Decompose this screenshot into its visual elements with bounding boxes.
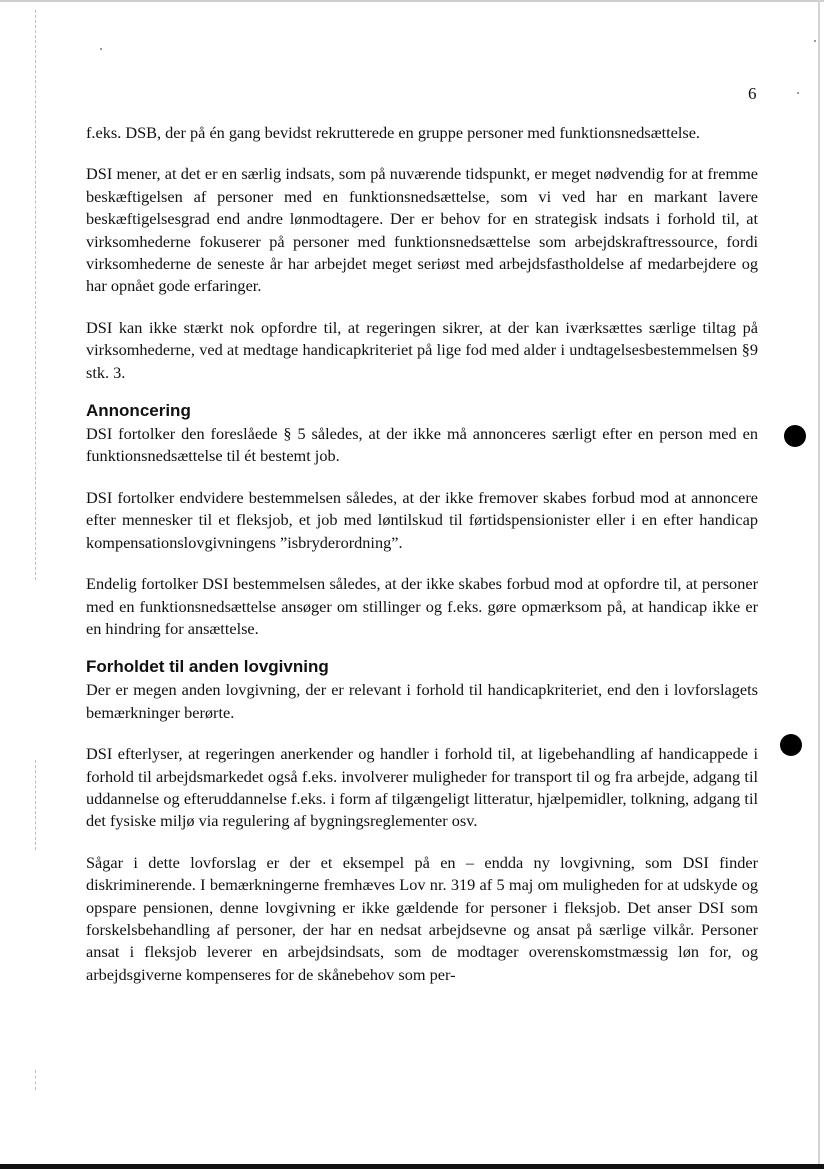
document-body (86, 122, 758, 1005)
paragraph: DSI kan ikke stærkt nok opfordre til, at regeringen sikrer, at der kan iværksættes særlige tiltag på virksomhederne, ved at medtage handicapkriteriet på lige fod med alder i undtagelsesbestemmelsen §9 stk. 3. (86, 317, 758, 382)
paragraph: Sågar i dette lovforslag er der et eksempel på en – endda ny lovgivning, som DSI finder diskriminerende. I bemærkningerne fremhæves Lov nr. 319 af 5 maj om muligheden for at udskyde og opspare pensionen, denne lovgivning er ikke gældende for personer i fleksjob. Det anser DSI som forskelsbehandling af personer, der har en nedsat arbejdsevne og ansat på særlige vilkår. Personer ansat i fleksjob leverer en arbejdsindsats, som de modtager overenskomstmæssig løn for, og arbejdsgiverne kompenseres for de skånebehov som per- (86, 852, 758, 984)
scan-left-edge-upper (35, 10, 37, 580)
scan-speck (100, 48, 102, 50)
page-right-edge (818, 0, 820, 1169)
paragraph: DSI efterlyser, at regeringen anerkender og handler i forhold til, at ligebehandling af handicappede i forhold til arbejdsmarkedet også f.eks. involverer muligheder for transport til og fra arbejde, adgang til uddannelse og efteruddannelse f.eks. i form af tilgængeligt litteratur, hjælpemidler, tolkning, adgang til det fysiske miljø via regulering af bygningsreglementer osv. (86, 744, 758, 831)
page-top-edge (0, 0, 824, 2)
section-heading-forholdet: Forholdet til anden lovgivning (86, 657, 329, 677)
paragraph: DSI mener, at det er en særlig indsats, som på nuværende tidspunkt, er meget nødvendig for at fremme beskæftigelsen af personer med en funktionsnedsættelse, som vi ved har en markant lavere beskæftigelsesgrad end andre lønmodtagere. Der er behov for en strategisk indsats i forhold til, at virksomhederne fokuserer på personer med funktionsnedsættelse som arbejdskraftressource, fordi virksomhederne de seneste år har arbejdet meget seriøst med arbejdsfastholdelse af medarbejdere og har opnået gode erfaringer. (86, 164, 758, 296)
paragraph: Der er megen anden lovgivning, der er relevant i forhold til handicapkriteriet, end den i lovforslagets bemærkninger berørte. (86, 680, 758, 722)
scan-left-edge-bottom (35, 1070, 37, 1090)
scan-speck (797, 92, 799, 94)
punch-hole-dot (780, 734, 802, 756)
page-number: 6 (748, 84, 757, 103)
paragraph: Endelig fortolker DSI bestemmelsen således, at der ikke skabes forbud mod at opfordre til, at personer med en funktionsnedsættelse ansøger om stillinger og f.eks. gøre opmærksom på, at handicap ikke er en hindring for ansættelse. (86, 574, 758, 638)
page-bottom-edge (0, 1164, 824, 1169)
paragraph: f.eks. DSB, der på én gang bevidst rekrutterede en gruppe personer med funktionsnedsættelse. (86, 123, 700, 142)
paragraph: DSI fortolker endvidere bestemmelsen således, at der ikke fremover skabes forbud mod at annoncere efter mennesker til et fleksjob, et job med løntilskud til førtidspensionister eller i en efter handicap kompensationslovgivningens ”isbryderordning”. (86, 487, 758, 552)
section-heading-annoncering: Annoncering (86, 401, 191, 421)
scan-left-edge-lower (35, 760, 37, 850)
paragraph: DSI fortolker den foreslåede § 5 således, at der ikke må annonceres særligt efter en person med en funktionsnedsættelse til ét bestemt job. (86, 424, 758, 466)
scan-speck (814, 40, 816, 42)
punch-hole-dot (784, 425, 806, 447)
